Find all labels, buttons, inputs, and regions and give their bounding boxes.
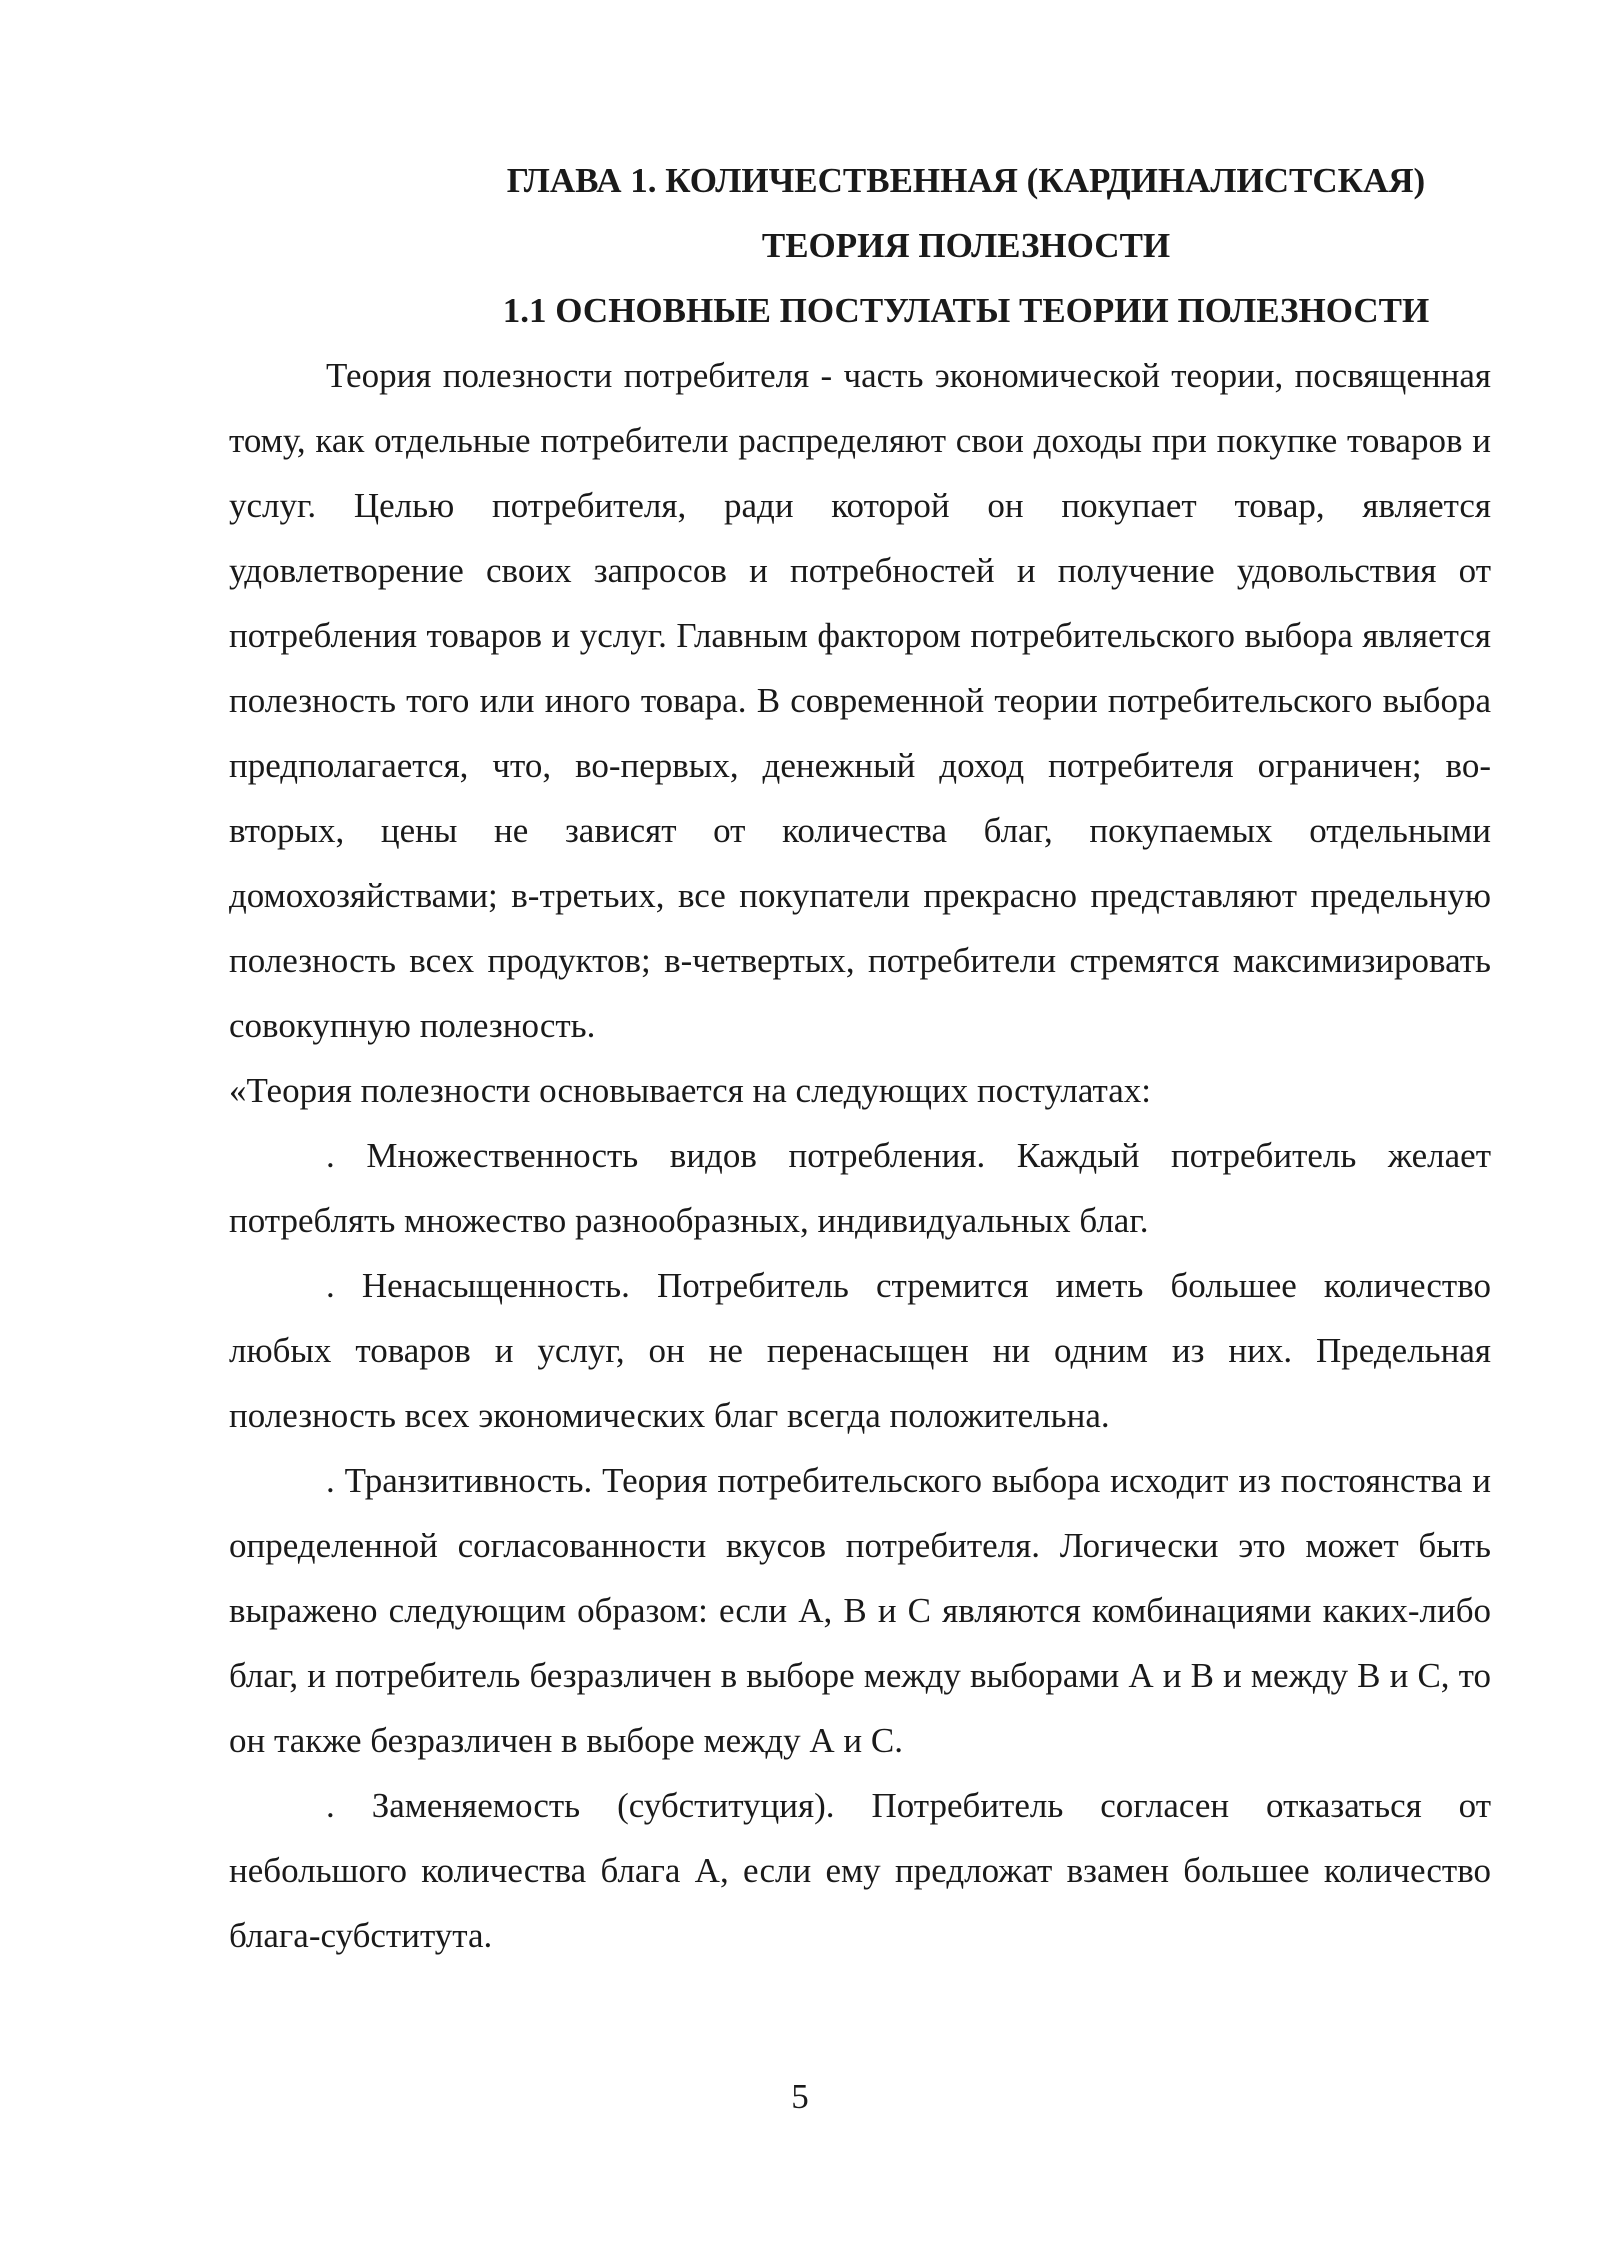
page-content [229,148,1491,1968]
intro-paragraph: Теория полезности потребителя - часть экономической теории, посвященная тому, как отдельные потребители распределяют свои доходы при покупке товаров и услуг. Целью потребителя, ради которой он покупает товар, является удовлетворение своих запросов и потребностей и получение удовольствия от потребления товаров и услуг. Главным фактором потребительского выбора является полезность того или иного товара. В современной теории потребительского выбора предполагается, что, во-первых, денежный доход потребителя ограничен; во-вторых, цены не зависят от количества благ, покупаемых отдельными домохозяйствами; в-третьих, все покупатели прекрасно представляют предельную полезность всех продуктов; в-четвертых, потребители стремятся максимизировать совокупную полезность. [229,356,1491,1045]
chapter-title-line-1: ГЛАВА 1. КОЛИЧЕСТВЕННАЯ (КАРДИНАЛИСТСКАЯ) [506,161,1426,200]
postulate-substitution: . Заменяемость (субституция). Потребитель согласен отказаться от небольшого количества блага А, если ему предложат взамен большее количество блага-субститута. [229,1786,1491,1955]
postulate-nonsatiation: . Ненасыщенность. Потребитель стремится иметь большее количество любых товаров и услуг, он не перенасыщен ни одним из них. Предельная полезность всех экономических благ всегда положительна. [229,1266,1491,1435]
chapter-title-line-2: ТЕОРИЯ ПОЛЕЗНОСТИ [761,226,1171,265]
chapter-title [229,148,1491,278]
page-number: 5 [791,2077,809,2116]
postulate-transitivity: . Транзитивность. Теория потребительского выбора исходит из постоянства и определенной согласованности вкусов потребителя. Логически это может быть выражено следующим образом: если А, В и С являются комбинациями каких-либо благ, и потребитель безразличен в выборе между выборами А и В и между В и С, то он также безразличен в выборе между А и С. [229,1461,1491,1760]
section-title: 1.1 ОСНОВНЫЕ ПОСТУЛАТЫ ТЕОРИИ ПОЛЕЗНОСТИ [502,291,1430,330]
postulates-intro: «Теория полезности основывается на следующих постулатах: [229,1071,1151,1110]
postulate-multiplicity: . Множественность видов потребления. Каждый потребитель желает потреблять множество разнообразных, индивидуальных благ. [229,1136,1491,1240]
